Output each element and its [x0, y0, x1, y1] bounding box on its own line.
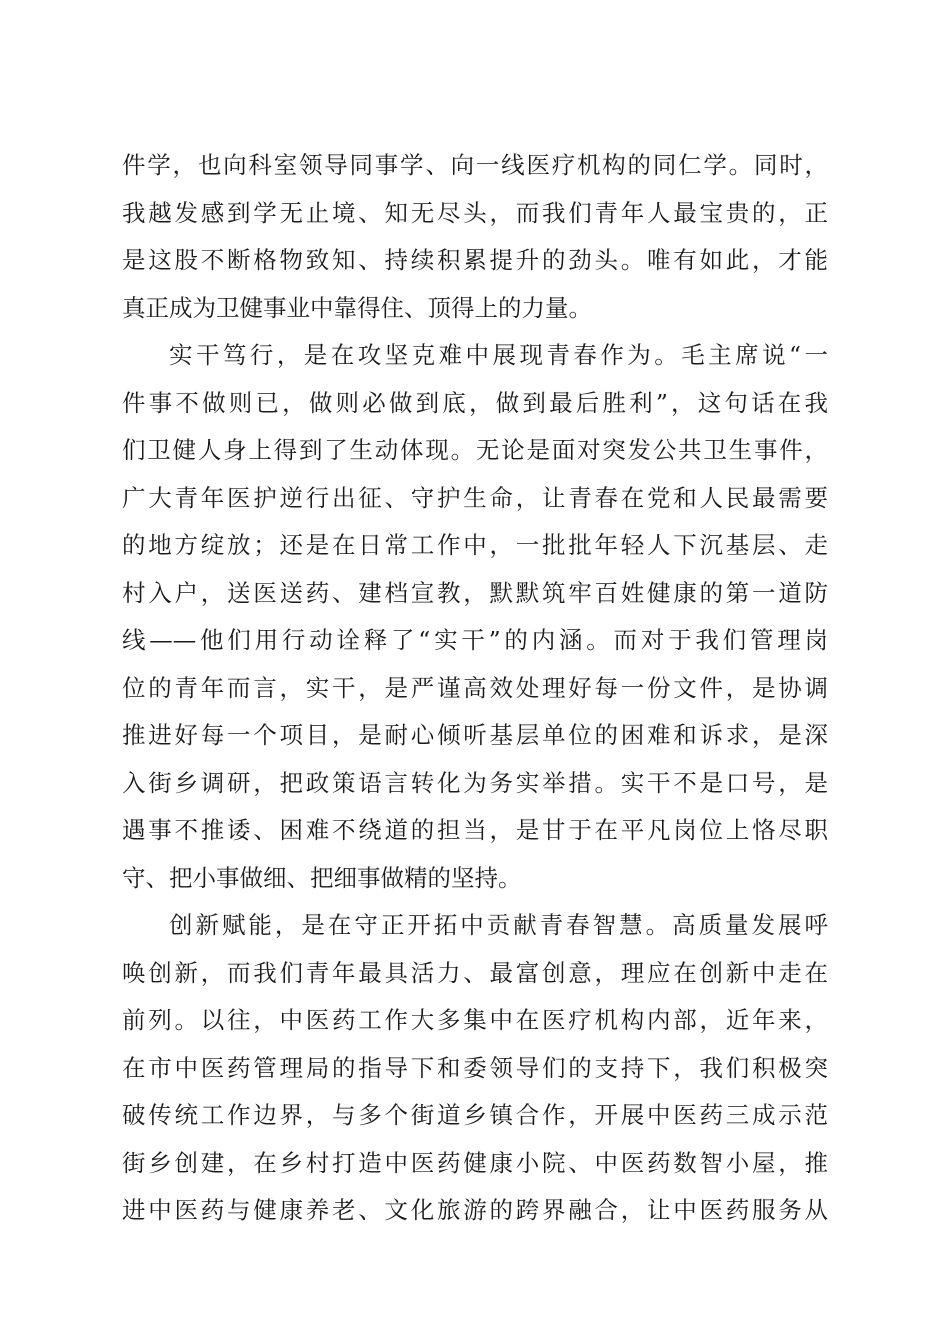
text-line: 位的青年而言，实干，是严谨高效处理好每一份文件，是协调: [122, 673, 828, 702]
paragraph-2: [122, 332, 828, 902]
text-line: 创新赋能，是在守正开拓中贡献青春智慧。高质量发展呼: [169, 911, 828, 939]
text-line: 是这股不断格物致知、持续积累提升的劲头。唯有如此，才能: [122, 246, 828, 274]
text-line: 唤创新，而我们青年最具活力、最富创意，理应在创新中走在: [122, 958, 828, 987]
text-line: 的地方绽放；还是在日常工作中，一批批年轻人下沉基层、走: [122, 531, 828, 559]
text-line: 推进好每一个项目，是耐心倾听基层单位的困难和诉求，是深: [122, 721, 828, 749]
text-line: 件事不做则已，做则必做到底，做到最后胜利”，这句话在我: [122, 388, 828, 417]
paragraph-1: [122, 142, 828, 332]
text-line: 入街乡调研，把政策语言转化为务实举措。实干不是口号，是: [122, 768, 828, 797]
text-line: 遇事不推诿、困难不绕道的担当，是甘于在平凡岗位上恪尽职: [122, 816, 828, 844]
text-line: 线——他们用行动诠释了“实干”的内涵。而对于我们管理岗: [122, 626, 828, 654]
text-line: 进中医药与健康养老、文化旅游的跨界融合，让中医药服务从: [122, 1196, 828, 1224]
text-line: 件学，也向科室领导同事学、向一线医疗机构的同仁学。同时，: [122, 151, 828, 179]
document-body: [122, 142, 828, 1235]
text-line: 守、把小事做细、把细事做精的坚持。: [122, 863, 522, 892]
text-line: 街乡创建，在乡村打造中医药健康小院、中医药数智小屋，推: [122, 1148, 828, 1177]
text-line: 破传统工作边界，与多个街道乡镇合作，开展中医药三成示范: [122, 1101, 828, 1129]
paragraph-3: [122, 902, 828, 1235]
text-line: 我越发感到学无止境、知无尽头，而我们青年人最宝贵的，正: [122, 198, 828, 227]
text-line: 实干笃行，是在攻坚克难中展现青春作为。毛主席说“一: [169, 341, 828, 369]
text-line: 广大青年医护逆行出征、守护生命，让青春在党和人民最需要: [122, 483, 828, 512]
text-line: 村入户，送医送药、建档宣教，默默筑牢百姓健康的第一道防: [122, 578, 828, 607]
text-line: 们卫健人身上得到了生动体现。无论是面对突发公共卫生事件，: [122, 436, 828, 464]
text-line: 前列。以往，中医药工作大多集中在医疗机构内部，近年来，: [122, 1006, 828, 1034]
text-line: 真正成为卫健事业中靠得住、顶得上的力量。: [122, 293, 592, 322]
text-line: 在市中医药管理局的指导下和委领导们的支持下，我们积极突: [122, 1053, 828, 1082]
